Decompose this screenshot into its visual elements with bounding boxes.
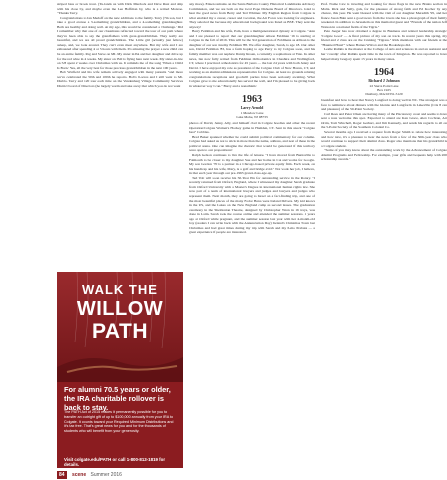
- page-number: 84: [59, 472, 65, 478]
- column-paragraph: Ted Volt will soon receive his 50-Year Pin for outstanding service in the Rotary. "I recently returned from Oxford, England, where I witnessed my daughter Sarah graduate from Oxford University with a Master's Degree in international human rights law. She now part of a team of international lawyers and judges and lawyers and judges who represent them. Next month, they are going to Israel on a fact-finding trip, and one of the most beautiful places of the many Fodor Hena were Ireland Drivers. My kid knows in the US, and the Lakes on the New England camp as second lasses. The graduation ceremony in the Sheldonian Theatre, designed by Christopher Wren in 16 trays, was done in Latin. Sarah took the course online and attended the summer sessions. 1 years ago at Oxford while pregnant, and the summer session last year with her 4-month-old boy (readers I can write back with the Annunciation Day) Ireland's Christmas Town last Christmas and had great times during my trip with Sarah and my 6-mo Prabuta — a great experience if people are interested.: [189, 175, 315, 235]
- column-paragraph: Bob Warfield and his wife remain actively engaged with many pursuits "and more we've celebrated the 50th and 100th he reports. Bob's 6-acres and I still went to Mt. Diablo. Terry and 120 tour each time on the Vandenberg Village Community Services District board of Directors (he largely warm and take away that which you do not want: [57, 70, 183, 88]
- column-paragraph: "Some of you may know about the outstanding work by the Advancement of Colgate Alumni Programs and Fellowship. For example, your gifts and bequests help with 200 scholarship awards.": [321, 148, 447, 162]
- ad-title-line-3: PATH: [91, 320, 149, 343]
- column-paragraph: Congratulations to Ian Medoff on the new additions to the family. Terry (7m son, but I take a good excuse a 3-something grandchildren, and a 4-something granddaughter. Both are healthy and doing well. At my age, this would be considered a 'challenge.' Did I remember why that one of our classmates reflected toward the tour of our path where they've been able to say the grandfathers with great-grandchildren. They really are beautiful, and we are all proud grandchildren. The Little girl (actually just fellow) asleep, and, we look around. They can't even meet anywhere. But my wife and I are exhausted after spending 4 or 5 hours with them. It's amazing the prayer a new child can be an entire family. Peg and Steve on ML My sister in PA and her daughter and drive up for the red wine in 4 weeks. My sister on ISO is flying here next week. My sister-in-law on 5/8 spent 2 weeks over Christmas with us. It reminds me of the song 'When a Child Is Born.' Yes, all the very best for those precious grandchildren in the next 100 years.: [57, 15, 183, 70]
- class-correspondent-name: Richard J Johnson: [368, 79, 400, 84]
- issue-date: Summer 2016: [90, 472, 122, 478]
- class-correspondent-address: Duxbury, MA 02331-5120: [365, 91, 403, 96]
- column-paragraph: Ralph Gelson continues to live the life of leisure. "I have moved from Burnsville to Falmouth to be closer to my daughter Sue and her home in CA and works for Google. My son Gordon '70 is a partner in a Chicago-based private equity firm. Each week, on his handicap and his wife, Mary, is a golf and bridge avid." Not work her job, I believe, in that each year through our pre-1963 grand-class-age-up.: [189, 153, 315, 176]
- class-correspondent-address: Box 1925: [377, 87, 391, 92]
- class-year: 1964: [374, 67, 394, 79]
- class-year: 1963: [242, 94, 262, 106]
- column-middle: [189, 2, 315, 480]
- column-paragraph: striped bass or brook trout. (Tu-lands us with Dick Murdock and Dave Rust and ship with his close by, and maybe even me Lee Hoffman by, who is a retired Monroe. "Thanks Terry.: [57, 2, 183, 16]
- column-paragraph: Leslie Raltkis is the master at the College of Arts and sciences in and an assistant and her 'cowslip' after Raltkis spent time in the town of Kingston. He was reported to have helped many Gregory spent 15 years in many states.: [321, 47, 447, 61]
- class-1964-header: [321, 67, 447, 96]
- column-right: [321, 2, 447, 480]
- column-paragraph: breakfast and how to hear that Nancy Langford is doing well in NC. The strongest was a face to reminisce about dinners with the Glenns and Langfords in Lakeville (Cris 8 can and pleasure) of the 50-Point Society.: [321, 98, 447, 112]
- column-paragraph: Brad Baker spanned whether he could submit political commentary for our column. Colgate had asked us not to stick in more than the name, address, and zest of these in the political arena. One can imagine the rhetoric that would be generated if this territory were open to our propositions!: [189, 134, 315, 153]
- column-paragraph: Carl Rees and Peter Olsen are having many of the Piscataway coast and seems to have sent a note welcome this spot. Expected to attend are Ken Grace, Alex Cochran, Art Orrin, Tom Winchell, Roger Gerhart, and Jim Kennedy, and sends his regards to all on the 5-Point Society of the Southern Colonial Co.: [321, 111, 447, 130]
- ad-headline: For alumni 70.5 years or older, the IRA charitable rollover is back to stay.: [64, 385, 171, 412]
- magazine-name: scene: [71, 472, 87, 478]
- class-correspondent-address: 1 Meadow Lane: [240, 110, 264, 115]
- column-paragraph: Prof. Nome Caw is traveling and looking for more flags in the new Brains section in Malta. Rick and Sally, gals, for the pleasure of strong faith and Ed Kocher by any chance, this year. He went blessed with the visit of our daughter Meredith '95, and her fiance Jason Bain sent a good news from the lovers she has a photograph of their family weekend. In addition to Jerusalem on this memorial guest and "Friends of the nation Jeff Watson in a national fields of the Tigris.": [321, 2, 447, 29]
- column-paragraph: any more). Eileen remains on the Santa Barbara County Historical Landmarks Advisory Commission, and we are both on the local Pope Dickens Board of Directors. Glad to hear the good news from Betty and Ted Whitner. My English Region from Colgate is what enabled my a career, career and vocation, the Air Force was looking for engineers. They selected me because my educational background was listed as BSE. They sent me anyway!: [189, 2, 315, 29]
- page-footer: [57, 471, 197, 480]
- class-correspondent-address: Lake Mohe, NJ 08733: [236, 115, 268, 119]
- column-paragraph: Barry Feldman and his wife, Pam, have a multigenerational dynasty at Colgate. "Ann and I are pleased to report that our granddaughter Alison Feldman '16 is starting at Colgate in the fall of 2016. This will be the 3rd generation of Feldmans as Allison is the daughter of our son Jeremy Feldman '88. We offer daughter, Sarah, is age 18. Our other son, David Feldman '83, has a farm hoping to age Perry to try Colgate soon, and his family member was our nephew Danny Rosen, a currently a sophomore at Yale. In other news, Ian now fully retired from Feldman Orthodontics in Cheshire and Wallingford, CT, where I practiced orthodontics for 45 years — the last 24 years with both Jenny and David. I have enjoyed my role as president of the Colgate Club of New Haven, CT, and working as an alumni admissions representative for Colgate. At least no grounds relating congratulations receptions and goodwill parties have been seriously awaiting. What Colgate gave to me educationally has served me well, and I'm pleased to be giving back in whatever way I can." Barry and a nonathletic: [189, 29, 315, 88]
- class-correspondent-name: Larry Arnold: [240, 106, 264, 111]
- ad-title-line-2: WILLOW: [76, 298, 164, 320]
- class-1963-header: [189, 94, 315, 119]
- ad-details-link[interactable]: Visit colgate.edu/PATH or call 1-800-813-1819 for details.: [64, 457, 166, 467]
- column-paragraph: photos of David, Jenny, Ally, and himself clad in Colgate hoodies and other the recent Operation/Colgate Women's Hockey game in Hamden, CT. Sent in this snack "Colgate best" Cobbles.: [189, 121, 315, 135]
- column-left: [57, 2, 183, 272]
- class-correspondent-address: 22 Sierra Point Lane: [369, 83, 399, 88]
- ad-body: The PATH Act of 2015 makes it permanently possible for you to transfer an outright gift of up to $100,000 annually from your IRA to Colgate. It counts toward your Required Minimum Distributions and it's tax free. That's great news for you and for the thousands of students who will benefit from your generosity.: [64, 410, 174, 434]
- column-paragraph: Several months ago I received a request from Roger Smith to relate how interesting and how nice, it's a pleasure to hear the news from a few of the 50th-year class who would continue to support their alumni class. Roger also mentions that his grandchild is a Colgate student.: [321, 129, 447, 148]
- column-paragraph: Pete Jaeger has now obtained a degree in Business and related leadership strategic 'Colgate Good' — A final picture of my son on track. In recent years this spring, my friend and 2 class are on the Cruising "Tigress." Rick mentions with our friends at the "Haunted Hotel'" where Barnes Wilcox and the Bookshops did.: [321, 29, 447, 47]
- ad-title-line-1: WALK THE: [82, 282, 158, 297]
- walk-the-willow-path-ad[interactable]: [57, 272, 183, 468]
- willow-tree-illustration: [57, 272, 183, 382]
